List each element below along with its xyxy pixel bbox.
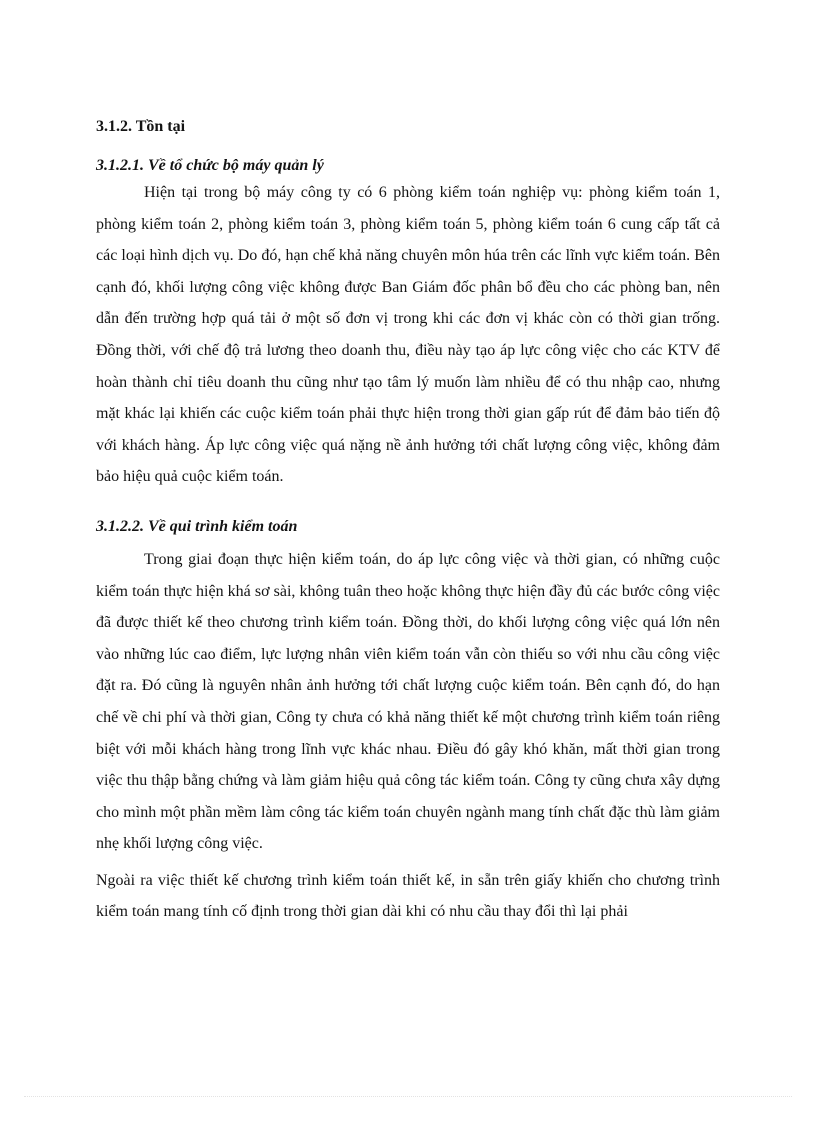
section-heading: 3.1.2. Tồn tại [96,118,186,135]
paragraph-closing: Ngoài ra việc thiết kế chương trình kiểm toán thiết kế, in sẵn trên giấy khiến cho chương trình kiểm toán mang tính cố định trong thời gian dài khi có nhu cầu thay đổi thì lại phải [96,871,720,921]
document-page [96,114,720,928]
paragraph-organization: Hiện tại trong bộ máy công ty có 6 phòng kiểm toán nghiệp vụ: phòng kiểm toán 1, phòng kiểm toán 2, phòng kiểm toán 3, phòng kiểm toán 5, phòng kiểm toán 6 cung cấp tất cả các loại hình dịch vụ. Do đó, hạn chế khả năng chuyên môn húa trên các lĩnh vực kiểm toán. Bên cạnh đó, khối lượng công việc không được Ban Giám đốc phân bổ đều cho các phòng ban, nên dẫn đến trường hợp quá tải ở một số đơn vị trong khi các đơn vị khác còn có thời gian trống. Đồng thời, với chế độ trả lương theo doanh thu, điều này tạo áp lực công việc cho các KTV để hoàn thành chỉ tiêu doanh thu cũng như tạo tâm lý muốn làm nhiều để có thu nhập cao, nhưng mặt khác lại khiến các cuộc kiểm toán phải thực hiện trong thời gian gấp rút để đảm bảo tiến độ với khách hàng. Áp lực công việc quá nặng nề ảnh hưởng tới chất lượng công việc, không đảm bảo hiệu quả cuộc kiểm toán. [96,184,720,486]
page-bottom-divider [24,1096,792,1097]
subsection-heading-organization: 3.1.2.1. Về tổ chức bộ máy quản lý [96,157,324,174]
paragraph-audit-process: Trong giai đoạn thực hiện kiểm toán, do áp lực công việc và thời gian, có những cuộc kiểm toán thực hiện khá sơ sài, không tuân theo hoặc không thực hiện đầy đủ các bước công việc đã được thiết kế theo chương trình kiểm toán. Đồng thời, do khối lượng công việc quá lớn nên vào những lúc cao điểm, lực lượng nhân viên kiểm toán vẫn còn thiếu so với nhu cầu công việc đặt ra. Đó cũng là nguyên nhân ảnh hưởng tới chất lượng cuộc kiểm toán. Bên cạnh đó, do hạn chế về chi phí và thời gian, Công ty chưa có khả năng thiết kế một chương trình kiểm toán riêng biệt với mỗi khách hàng trong lĩnh vực khác nhau. Điều đó gây khó khăn, mất thời gian trong việc thu thập bằng chứng và làm giảm hiệu quả công tác kiểm toán. Công ty cũng chưa xây dựng cho mình một phần mềm làm công tác kiểm toán chuyên ngành mang tính chất đặc thù làm giảm nhẹ khối lượng công việc. [96,550,720,853]
subsection-heading-audit-process: 3.1.2.2. Về qui trình kiểm toán [96,517,298,535]
